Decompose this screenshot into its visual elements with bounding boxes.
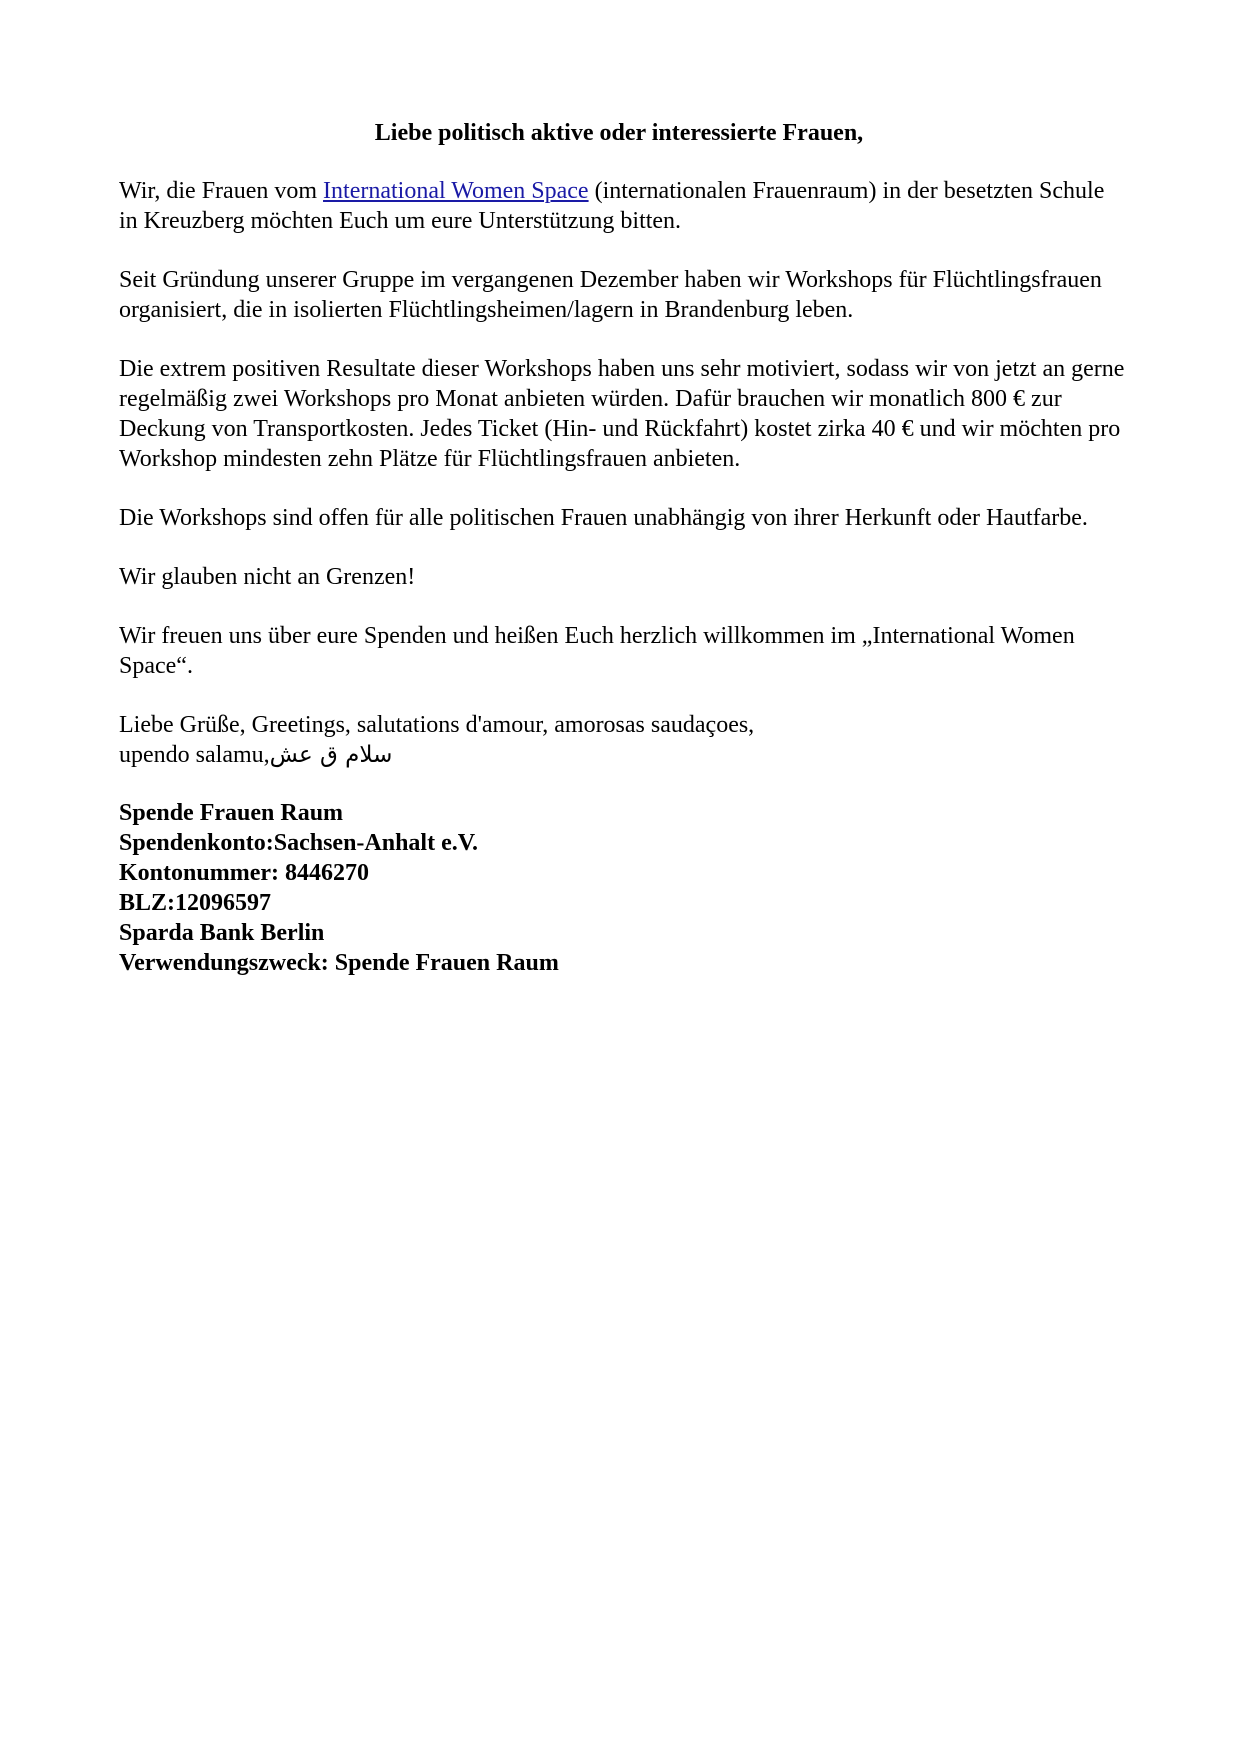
bank-detail-line: BLZ:12096597	[119, 890, 272, 916]
intro-text-start: Wir, die Frauen vom	[119, 178, 324, 204]
paragraph-funding-need: Die extrem positiven Resultate dieser Workshops haben uns sehr motiviert, sodass wir von jetzt an gerne regelmäßig zwei Workshops pro Monat anbieten würden. Dafür brauchen wir monatlich 800 € zur Deckung von Transportkosten. Jedes Ticket (Hin- und Rückfahrt) kostet zirka 40 € und wir möchten pro Workshop mindesten zehn Plätze für Flüchtlingsfrauen anbieten.	[119, 356, 1125, 472]
paragraph-welcome: Wir freuen uns über eure Spenden und heißen Euch herzlich willkommen im „International Women Space“.	[119, 623, 1075, 679]
bank-details	[119, 798, 1129, 978]
greeting-arabic: سلام ق عش	[269, 742, 393, 768]
bank-detail-line: Spende Frauen Raum	[119, 800, 344, 826]
international-women-space-link[interactable]: International Women Space	[323, 178, 589, 204]
greeting-line-2	[119, 740, 1129, 770]
intro-text-end: (internationalen Frauenraum) in der besetzten Schule in Kreuzberg möchten Euch um eure Unterstützung bitten.	[119, 178, 1105, 234]
letter-heading: Liebe politisch aktive oder interessierte Frauen,	[374, 120, 864, 146]
paragraph-no-borders: Wir glauben nicht an Grenzen!	[119, 564, 416, 590]
bank-detail-line: Sparda Bank Berlin	[119, 920, 325, 946]
greeting-line-1: Liebe Grüße, Greetings, salutations d'amour, amorosas saudaçoes,	[119, 712, 755, 738]
bank-detail-line: Spendenkonto:Sachsen-Anhalt e.V.	[119, 830, 478, 856]
paragraph-open-workshops: Die Workshops sind offen für alle politischen Frauen unabhängig von ihrer Herkunft oder Hautfarbe.	[119, 505, 1088, 531]
paragraph-intro	[119, 176, 1129, 236]
paragraph-workshops-history: Seit Gründung unserer Gruppe im vergangenen Dezember haben wir Workshops für Flüchtlingsfrauen organisiert, die in isolierten Flüchtlingsheimen/lagern in Brandenburg leben.	[119, 267, 1102, 323]
bank-detail-line: Kontonummer: 8446270	[119, 860, 369, 886]
greetings	[119, 710, 1129, 770]
bank-detail-line: Verwendungszweck: Spende Frauen Raum	[119, 950, 559, 976]
greeting-latin: upendo salamu,	[119, 742, 270, 768]
document-page	[119, 118, 1129, 978]
